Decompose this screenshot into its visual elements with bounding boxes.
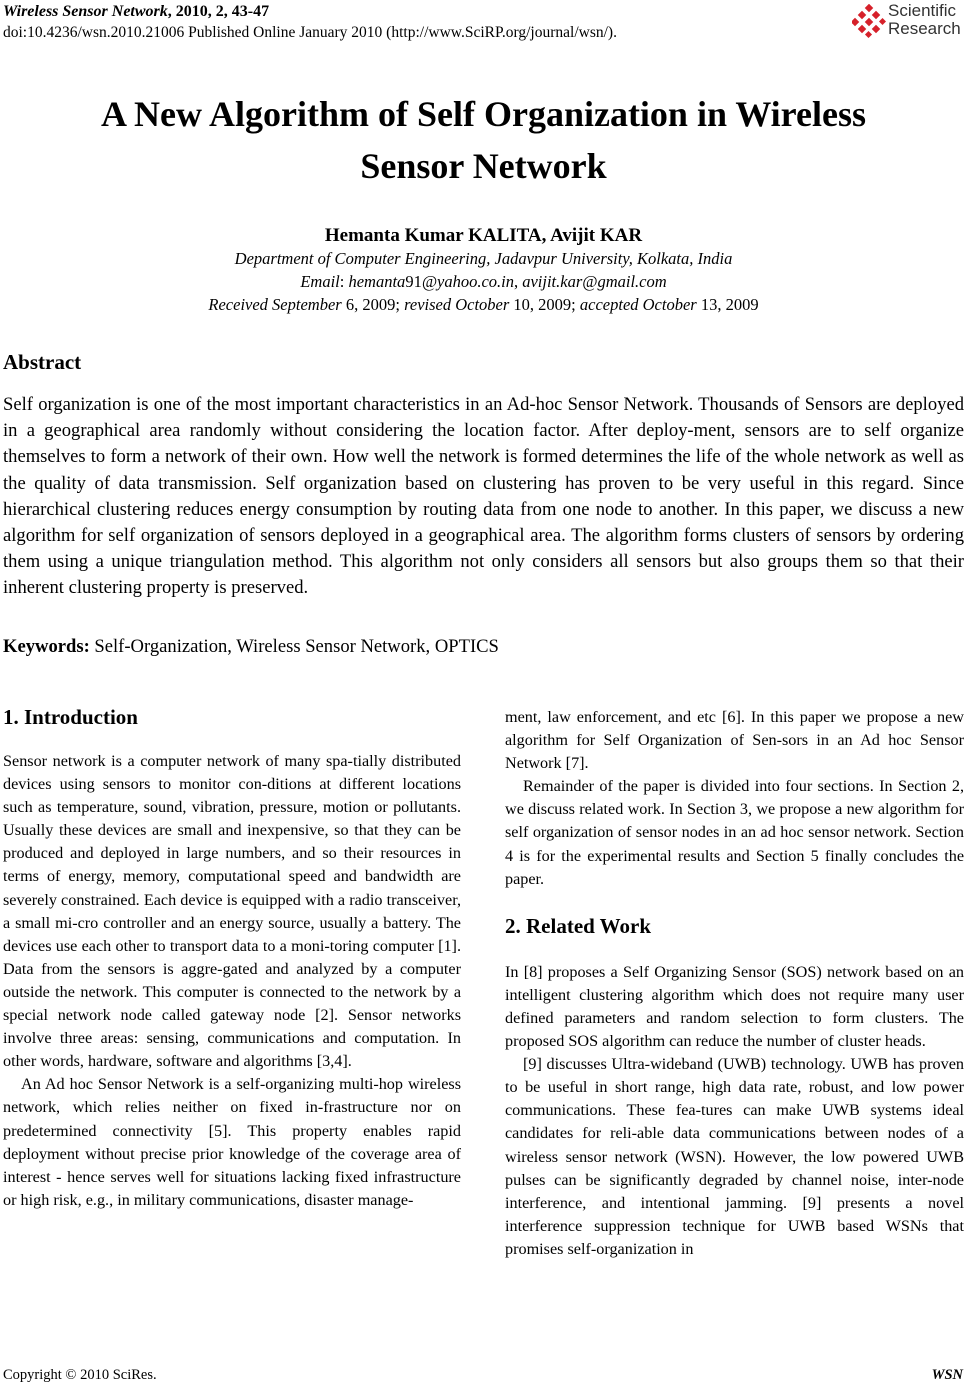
journal-name: Wireless Sensor Network bbox=[3, 3, 168, 20]
email-1b: 91 bbox=[405, 272, 422, 291]
related-paragraph-1: In [8] proposes a Self Organizing Sensor (SOS) network based on an intelligent clustering algorithm which does not require many user defined parameters and random selection to form clusters. The proposed SOS algorithm can reduce the number of cluster heads. bbox=[505, 962, 964, 1051]
email-label: Email bbox=[300, 272, 340, 291]
abstract-heading: Abstract bbox=[3, 350, 82, 374]
title-line-2: Sensor Network bbox=[360, 146, 607, 186]
doi-line: doi:10.4236/wsn.2010.21006 Published Online January 2010 (http://www.SciRP.org/journal/wsn/). bbox=[3, 24, 617, 41]
section-1-heading: 1. Introduction bbox=[3, 705, 138, 729]
intro-paragraph-2: An Ad hoc Sensor Network is a self-organizing multi-hop wireless network, which relies neither on fixed in-frastructure nor on predetermined connectivity [5]. This property enables rapid deployment without precise prior knowledge of the coverage area of interest - hence serves well for situations lacking fixed infrastructure or high risk, e.g., in military communications, disaster manage- bbox=[3, 1075, 461, 1209]
keywords-label: Keywords: bbox=[3, 636, 90, 657]
intro-paragraph-1: Sensor network is a computer network of many spa-tially distributed devices using sensors to monitor con-ditions at different locations such as temperature, sound, vibration, pressure, motion or pollutants. Usually these devices are small and inexpensive, so that they can be produced and deployed in large numbers, and so their resources in terms of energy, memory, computational speed and bandwidth are severely constrained. Each device is equipped with a radio transceiver, a small mi-cro controller and an energy source, usually a battery. The devices use each other to transport data to a moni-toring computer [1]. Data from the sensors is aggre-gated and analyzed by a computer outside the network. This computer is connected to the network by a special network node called gateway node [2]. Sensor networks involve three areas: sensing, communications and computation. In other words, hardware, software and algorithms [3,4]. bbox=[3, 752, 461, 1071]
journal-abbreviation: WSN bbox=[931, 1367, 963, 1383]
related-paragraph-2: [9] discusses Ultra-wideband (UWB) technology. UWB has proven to be useful in short range, high data rate, robust, and low power communications. These fea-tures can make UWB systems ideal candidates for reli-able data communications between nodes of a wireless sensor network (WSN). However, the low powered UWB pulses can be significantly degraded by channel noise, inter-node interference, and intentional jamming. [9] presents a novel interference suppression technique for UWB based WSNs that promises self-organization in bbox=[505, 1055, 964, 1258]
journal-citation bbox=[3, 2, 269, 22]
section-2-heading: 2. Related Work bbox=[505, 913, 652, 938]
email-1a: hemanta bbox=[348, 272, 406, 291]
revised-label: revised October bbox=[404, 295, 510, 314]
accepted-value: 13, 2009 bbox=[696, 295, 759, 314]
accepted-label: accepted October bbox=[579, 295, 697, 314]
scientific-research-logo-icon bbox=[852, 4, 886, 38]
authors: Hemanta Kumar KALITA, Avijit KAR bbox=[324, 225, 643, 246]
logo-text bbox=[888, 2, 961, 38]
copyright: Copyright © 2010 SciRes. bbox=[3, 1367, 157, 1383]
journal-volume: , 2010, 2, 43-47 bbox=[167, 3, 270, 20]
title-line-1: A New Algorithm of Self Organization in Wireless bbox=[101, 94, 866, 134]
email-line bbox=[0, 271, 967, 293]
received-label: Received September bbox=[208, 295, 342, 314]
right-column bbox=[505, 706, 964, 1261]
dates-line bbox=[0, 294, 967, 316]
logo-line-1: Scientific bbox=[888, 1, 957, 20]
paper-title bbox=[0, 88, 967, 192]
intro-paragraph-4: Remainder of the paper is divided into four sections. In Section 2, we discuss related work. In Section 3, we propose a new algorithm for self organization of sensor nodes in an ad hoc sensor network. Section 4 is for the experimental results and Section 5 finally concludes the paper. bbox=[505, 777, 964, 888]
received-value: 6, 2009; bbox=[341, 295, 405, 314]
keywords-line bbox=[3, 634, 499, 660]
publisher-logo bbox=[852, 2, 967, 42]
logo-line-2: Research bbox=[888, 19, 961, 38]
keywords-value: Self-Organization, Wireless Sensor Network, OPTICS bbox=[89, 636, 499, 657]
email-sep-1: : bbox=[339, 272, 349, 291]
revised-value: 10, 2009; bbox=[509, 295, 580, 314]
email-2: avijit.kar@gmail.com bbox=[522, 272, 667, 291]
abstract-text: Self organization is one of the most important characteristics in an Ad-hoc Sensor Network. Thousands of Sensors are deployed in a geographical area randomly without considering the location factor. After deploy-ment, sensors are to self organize themselves to form a network of their own. How well the network is formed determines the life of the whole network as well as the quality of data transmission. Self organization based on clustering has proven to be very useful in this regard. Since hierarchical clustering reduces energy consumption by routing data from one node to another. In this paper, we discuss a new algorithm for self organization of sensors deployed in a geographical area. The algorithm forms clusters of sensors by ordering them using a unique triangulation method. This algorithm not only considers all sensors but also groups them so that their inherent clustering property is preserved. bbox=[3, 394, 964, 599]
email-1c: @yahoo.co.in bbox=[421, 272, 514, 291]
email-sep-2: , bbox=[513, 272, 523, 291]
intro-paragraph-3: ment, law enforcement, and etc [6]. In this paper we propose a new algorithm for Self Organization of Sen-sors in an Ad hoc Sensor Network [7]. bbox=[505, 708, 964, 773]
left-column bbox=[3, 704, 461, 1212]
affiliation: Department of Computer Engineering, Jadavpur University, Kolkata, India bbox=[234, 249, 733, 268]
